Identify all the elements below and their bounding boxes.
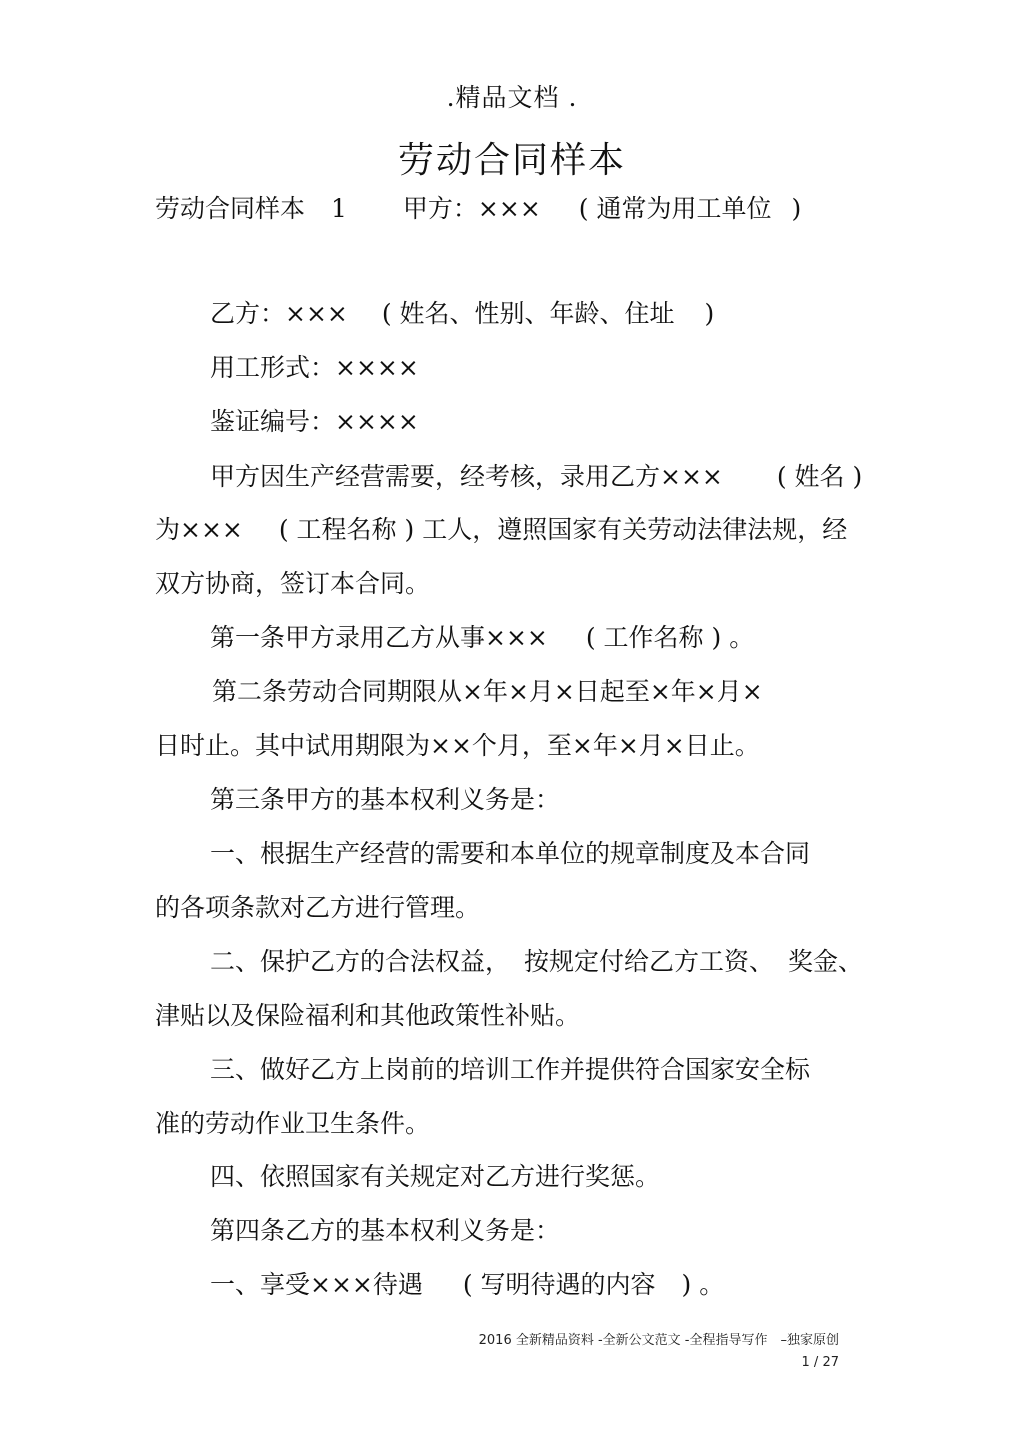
first-line-e: )	[791, 194, 802, 223]
article-4-item-1-a: 一、享受×××待遇	[210, 1270, 423, 1299]
first-line-c: 甲方：×××	[402, 194, 541, 223]
article-3-item-2a-a: 二、保护乙方的合法权益，	[210, 947, 511, 976]
article-4-heading: 第四条乙方的基本权利义务是：	[210, 1216, 561, 1245]
intro-1-a: 甲方因生产经营需要，经考核，录用乙方×××	[210, 462, 723, 491]
article-3-item-2a	[210, 945, 863, 979]
article-3-item-3a: 三、做好乙方上岗前的培训工作并提供符合国家安全标	[210, 1055, 811, 1084]
page-header: .精品文档 .	[446, 83, 578, 112]
article-2-line-2: 日时止。其中试用期限为××个月，至×年×月×日止。	[155, 731, 760, 760]
document-title: 劳动合同样本	[397, 140, 626, 181]
first-line-d: ( 通常为用工单位	[578, 194, 772, 223]
party-b-a: 乙方：×××	[210, 299, 348, 328]
article-4-item-1-b: ( 写明待遇的内容	[462, 1270, 656, 1299]
article-1-b: ( 工作名称 ) 。	[585, 623, 755, 652]
article-1-a: 第一条甲方录用乙方从事×××	[210, 623, 548, 652]
article-3-item-1a: 一、根据生产经营的需要和本单位的规章制度及本合同	[210, 839, 811, 868]
intro-line-3: 双方协商，签订本合同。	[155, 569, 431, 598]
intro-line-1	[210, 460, 862, 494]
party-b-line	[210, 297, 714, 331]
first-line-a: 劳动合同样本	[155, 194, 306, 223]
article-1-line	[210, 621, 754, 655]
intro-1-b: ( 姓名 )	[776, 462, 863, 491]
page-number: 1 / 27	[801, 1355, 839, 1370]
footer-text: 2016 全新精品资料 -全新公文范文 -全程指导写作 –独家原创	[478, 1333, 839, 1348]
article-3-item-4: 四、依照国家有关规定对乙方进行奖惩。	[210, 1162, 661, 1191]
article-3-item-3b: 准的劳动作业卫生条件。	[155, 1109, 431, 1138]
party-b-c: )	[704, 299, 715, 328]
party-b-b: ( 姓名、性别、年龄、住址	[381, 299, 675, 328]
article-4-item-1	[210, 1268, 724, 1302]
first-line	[155, 192, 801, 226]
page-footer	[479, 1330, 839, 1374]
article-3-item-1b: 的各项条款对乙方进行管理。	[155, 893, 481, 922]
article-3-item-2a-b: 按规定付给乙方工资、	[524, 947, 775, 976]
article-3-item-2b: 津贴以及保险福利和其他政策性补贴。	[155, 1001, 581, 1030]
article-2-line-1: 第二条劳动合同期限从×年×月×日起至×年×月×	[212, 677, 763, 706]
employment-form-line: 用工形式：××××	[210, 353, 419, 382]
intro-2-b: ( 工程名称 ) 工人，遵照国家有关劳动法律法规，经	[278, 515, 848, 544]
article-4-item-1-c: ) 。	[681, 1270, 725, 1299]
intro-line-2	[155, 513, 847, 547]
intro-2-a: 为×××	[155, 515, 243, 544]
first-line-b: 1	[331, 194, 347, 223]
article-3-item-2a-c: 奖金、	[788, 947, 864, 976]
certification-line: 鉴证编号：××××	[210, 407, 419, 436]
article-3-heading: 第三条甲方的基本权利义务是：	[210, 785, 561, 814]
